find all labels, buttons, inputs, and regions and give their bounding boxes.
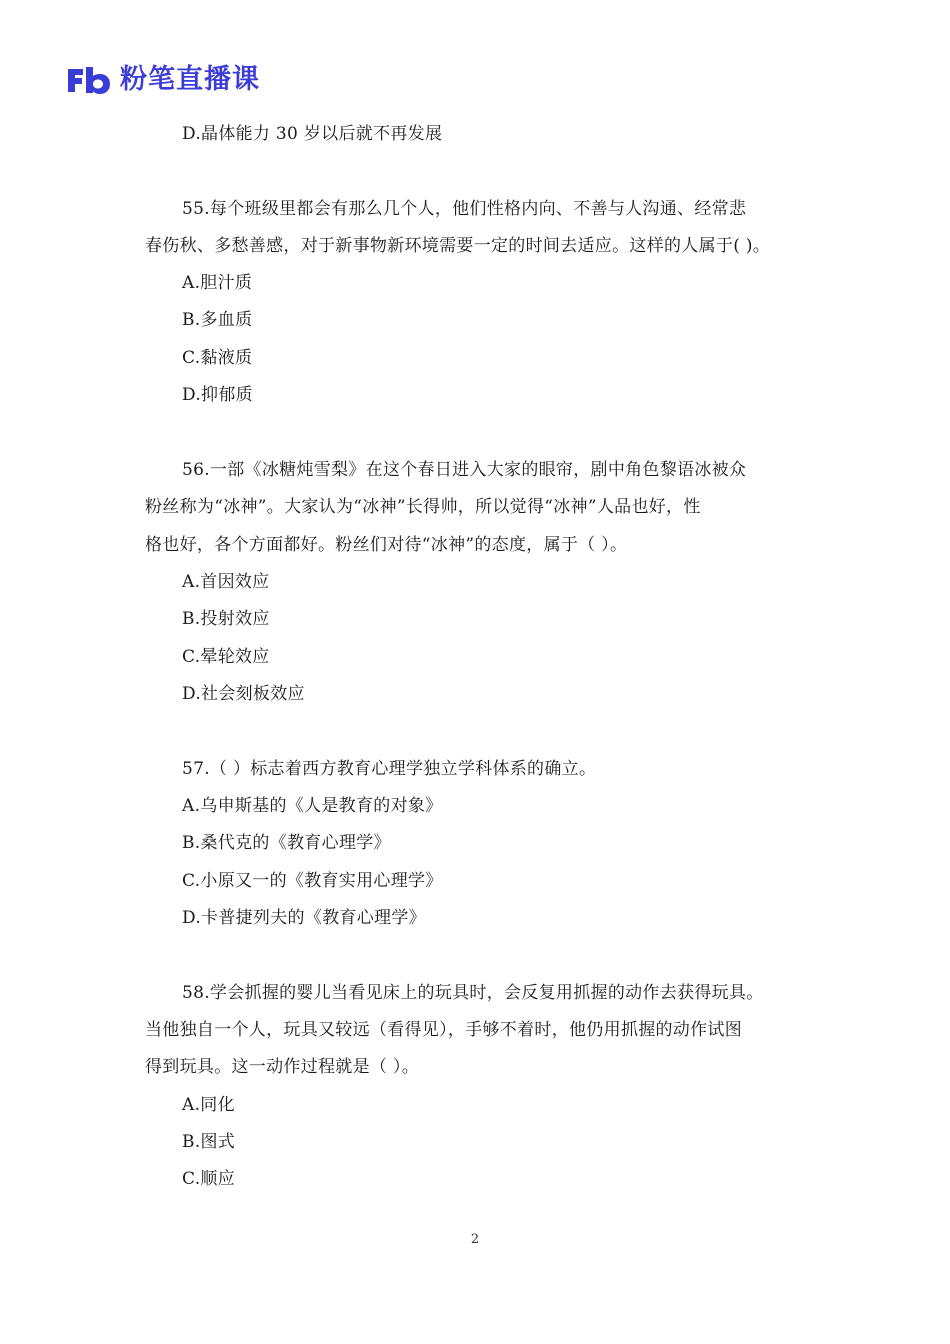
q58-option-a: A.同化 — [182, 1095, 235, 1115]
q55-stem-line-1: 55.每个班级里都会有那么几个人，他们性格内向、不善与人沟通、经常悲 — [182, 199, 747, 219]
q57-stem-line-1: 57.（ ）标志着西方教育心理学独立学科体系的确立。 — [182, 759, 597, 779]
q55-option-d: D.抑郁质 — [182, 385, 253, 405]
q55-stem-line-2: 春伤秋、多愁善感，对于新事物新环境需要一定的时间去适应。这样的人属于( )。 — [145, 236, 771, 256]
q56-option-d: D.社会刻板效应 — [182, 684, 305, 704]
q56-stem-line-3: 格也好，各个方面都好。粉丝们对待“冰神”的态度，属于（ ）。 — [145, 535, 628, 555]
page-number: 2 — [470, 1232, 480, 1247]
q57-option-c: C.小原又一的《教育实用心理学》 — [182, 871, 443, 891]
q56-option-c: C.晕轮效应 — [182, 647, 270, 667]
fb-logo-icon — [66, 65, 112, 95]
prev-option-d: D.晶体能力 30 岁以后就不再发展 — [182, 124, 443, 144]
q57-option-b: B.桑代克的《教育心理学》 — [182, 833, 391, 853]
q55-option-a: A.胆汁质 — [182, 273, 253, 293]
q55-option-b: B.多血质 — [182, 310, 253, 330]
q55-option-c: C.黏液质 — [182, 348, 253, 368]
q56-option-a: A.首因效应 — [182, 572, 270, 592]
header-logo — [66, 62, 260, 98]
q58-option-b: B.图式 — [182, 1132, 236, 1152]
q56-stem-line-1: 56.一部《冰糖炖雪梨》在这个春日进入大家的眼帘，剧中角色黎语冰被众 — [182, 460, 747, 480]
logo-text: 粉笔直播课 — [120, 64, 260, 95]
q57-option-d: D.卡普捷列夫的《教育心理学》 — [182, 908, 426, 928]
q58-stem-line-2: 当他独自一个人，玩具又较远（看得见），手够不着时，他仍用抓握的动作试图 — [145, 1020, 742, 1040]
q58-stem-line-3: 得到玩具。这一动作过程就是（ ）。 — [145, 1057, 420, 1077]
q56-option-b: B.投射效应 — [182, 609, 270, 629]
q57-option-a: A.乌申斯基的《人是教育的对象》 — [182, 796, 443, 816]
q56-stem-line-2: 粉丝称为“冰神”。大家认为“冰神”长得帅，所以觉得“冰神”人品也好，性 — [145, 497, 701, 517]
q58-stem-line-1: 58.学会抓握的婴儿当看见床上的玩具时，会反复用抓握的动作去获得玩具。 — [182, 983, 764, 1003]
q58-option-c: C.顺应 — [182, 1169, 236, 1189]
